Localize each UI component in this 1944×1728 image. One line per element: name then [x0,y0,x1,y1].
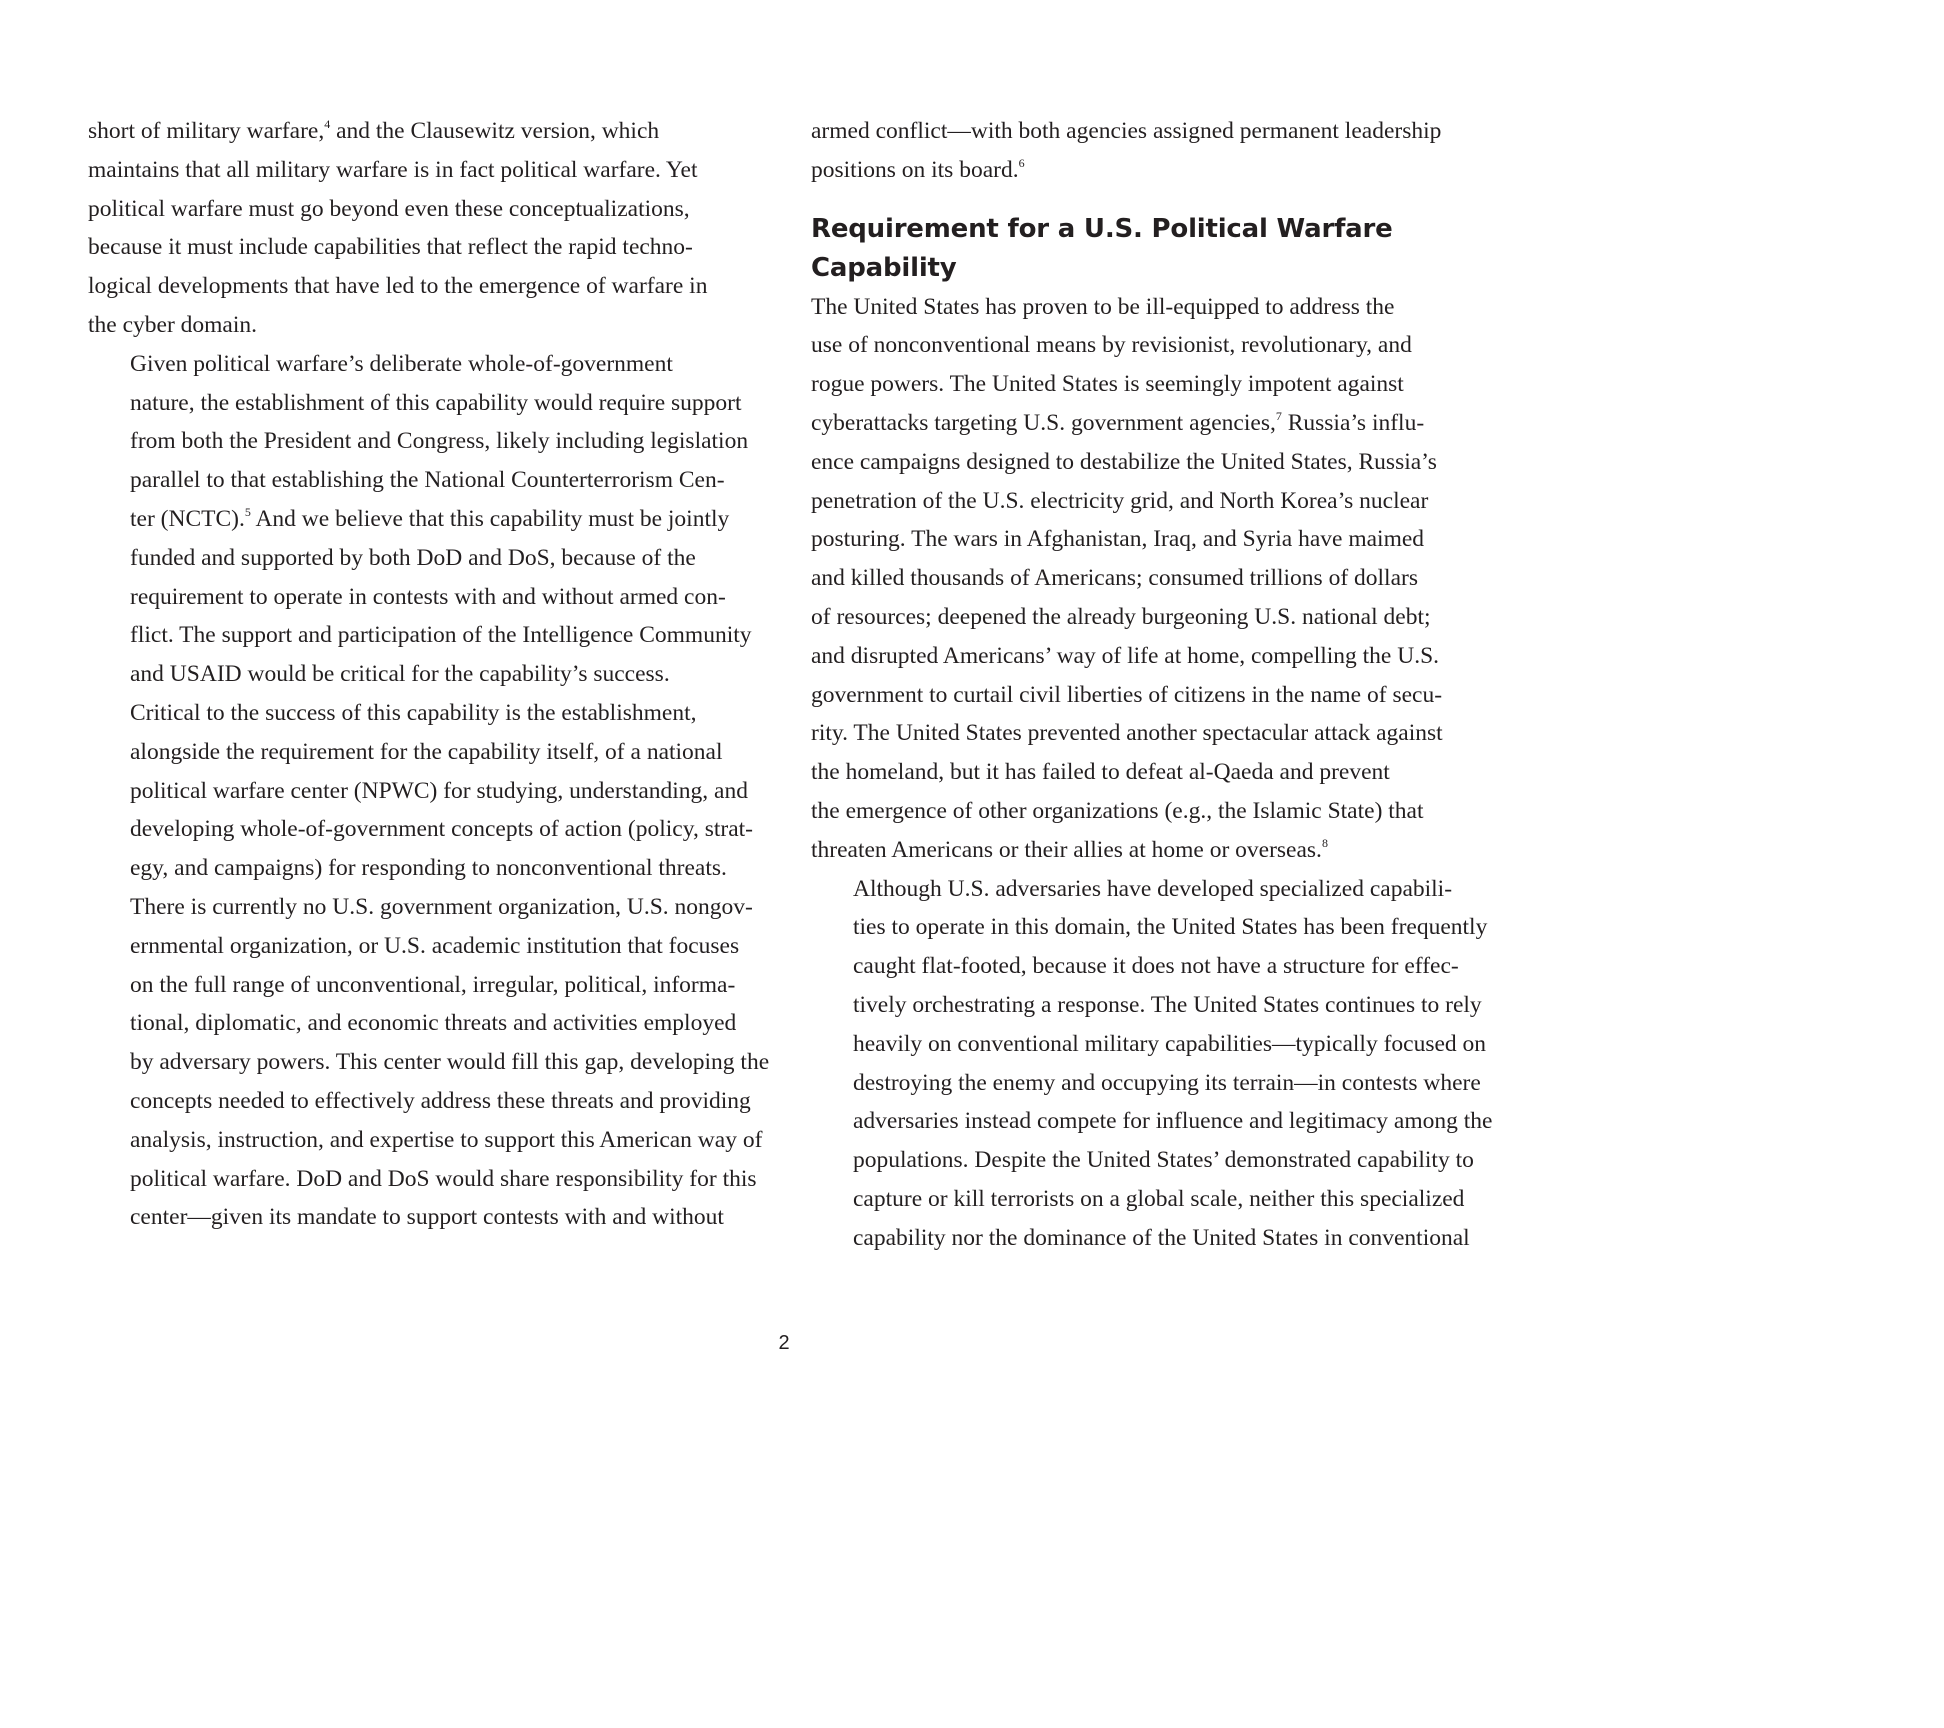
text-segment: tively orchestrating a response. The United States continues to rely [853,991,1482,1018]
text-line [88,1082,763,1121]
text-line [88,888,763,927]
text-segment: and killed thousands of Americans; consumed trillions of dollars [811,565,1418,592]
text-segment: rogue powers. The United States is seemingly impotent against [811,371,1404,398]
text-line [811,151,1486,190]
text-segment: cyberattacks targeting U.S. government agencies, [811,409,1276,436]
paragraph [811,288,1486,870]
text-segment: short of military warfare, [88,118,325,144]
text-line [88,267,763,306]
text-line [88,228,763,267]
text-segment: Critical to the success of this capability is the establishment, [130,699,697,726]
right-text-column [811,112,1493,1258]
text-line [88,1004,763,1043]
text-segment: and disrupted Americans’ way of life at home, compelling the U.S. [811,642,1440,669]
text-line [88,616,763,655]
text-line [811,1064,1486,1103]
text-line [88,384,763,423]
text-segment: There is currently no U.S. government organization, U.S. nongov- [130,893,753,920]
text-segment: use of nonconventional means by revisionist, revolutionary, and [811,332,1412,359]
text-segment: government to curtail civil liberties of citizens in the name of secu- [811,681,1443,708]
text-line [811,112,1486,151]
text-line [88,1160,763,1199]
footnote-marker: 8 [1321,835,1328,850]
text-line [811,1025,1486,1064]
text-line [811,637,1486,676]
text-segment: And we believe that this capability must be jointly [250,505,730,532]
text-segment: nature, the establishment of this capability would require support [130,389,742,416]
text-line [88,461,763,500]
text-line [811,520,1486,559]
text-segment: requirement to operate in contests with and without armed con- [130,583,726,610]
text-line [811,1141,1486,1180]
text-segment: parallel to that establishing the National Counterterrorism Cen- [130,467,725,494]
text-segment: The United States has proven to be ill-equipped to address the [811,293,1395,320]
text-line [88,694,763,733]
text-segment: ties to operate in this domain, the United States has been frequently [853,914,1488,941]
text-line [811,676,1486,715]
text-segment: heavily on conventional military capabilities—typically focused on [853,1030,1487,1057]
text-segment: threaten Americans or their allies at home or overseas. [811,836,1322,863]
text-line [811,831,1486,870]
text-line [88,345,763,384]
text-line [811,559,1486,598]
text-line [88,422,763,461]
paragraph [811,112,1486,190]
text-line [88,927,763,966]
heading-line: Capability [811,252,957,283]
text-line [88,1198,763,1237]
text-segment: caught flat-footed, because it does not have a structure for effec- [853,953,1459,980]
text-line [811,1102,1493,1141]
text-segment: penetration of the U.S. electricity grid, and North Korea’s nuclear [811,487,1429,514]
section-body [811,288,1493,1258]
page-number: 2 [778,1332,790,1354]
text-segment: adversaries instead compete for influence and legitimacy among the [853,1108,1493,1135]
text-line [88,810,763,849]
section-heading [811,210,1486,288]
text-line [811,1219,1486,1258]
text-segment: maintains that all military warfare is in fact political warfare. Yet [88,156,698,183]
text-segment: destroying the enemy and occupying its terrain—in contests where [853,1069,1481,1096]
text-segment: and the Clausewitz version, which [330,118,660,144]
text-segment: armed conflict—with both agencies assigned permanent leadership [811,118,1442,144]
paragraph [88,345,763,694]
text-line [88,1043,770,1082]
text-line [88,151,763,190]
text-segment: capability nor the dominance of the United States in conventional [853,1224,1470,1251]
text-line [811,986,1486,1025]
text-line [811,870,1486,909]
text-segment: Given political warfare’s deliberate whole-of-government [130,350,673,377]
text-segment: flict. The support and participation of the Intelligence Community [130,622,752,649]
text-segment: logical developments that have led to the emergence of warfare in [88,273,708,300]
text-line [811,947,1486,986]
text-segment: funded and supported by both DoD and DoS, because of the [130,544,696,571]
text-segment: Although U.S. adversaries have developed specialized capabili- [853,875,1453,902]
text-line [88,772,763,811]
text-segment: political warfare must go beyond even these conceptualizations, [88,195,690,222]
text-segment: concepts needed to effectively address these threats and providing [130,1087,751,1114]
text-line [88,112,763,151]
text-segment: capture or kill terrorists on a global scale, neither this specialized [853,1185,1465,1212]
text-line [811,714,1486,753]
text-line [811,792,1486,831]
text-line [88,190,763,229]
text-line [811,482,1486,521]
text-line [88,966,763,1005]
text-line [88,733,763,772]
text-line [811,908,1486,947]
text-line [88,655,763,694]
left-text-column [88,112,770,1237]
text-segment: analysis, instruction, and expertise to support this American way of [130,1126,763,1153]
footnote-marker: 5 [244,504,251,519]
text-segment: developing whole-of-government concepts of action (policy, strat- [130,816,753,843]
text-segment: tional, diplomatic, and economic threats and activities employed [130,1010,737,1037]
paragraph [811,870,1493,1258]
text-segment: Russia’s influ- [1281,409,1425,436]
text-line [88,849,763,888]
paragraph [88,694,770,1237]
footnote-marker: 6 [1018,155,1025,170]
footnote-marker: 4 [324,117,331,131]
text-segment: ence campaigns designed to destabilize the United States, Russia’s [811,448,1437,475]
text-line [88,539,763,578]
text-segment: from both the President and Congress, likely including legislation [130,428,749,455]
text-segment: ter (NCTC). [130,505,245,532]
text-segment: political warfare center (NPWC) for studying, understanding, and [130,777,748,804]
text-segment: posturing. The wars in Afghanistan, Iraq, and Syria have maimed [811,526,1425,553]
text-segment: by adversary powers. This center would fill this gap, developing the [130,1049,770,1076]
text-line [811,326,1486,365]
text-segment: the emergence of other organizations (e.g., the Islamic State) that [811,797,1424,824]
text-line [88,500,763,539]
text-segment: alongside the requirement for the capability itself, of a national [130,738,723,765]
text-line [88,1121,763,1160]
text-segment: populations. Despite the United States’ demonstrated capability to [853,1147,1474,1174]
continued-paragraph [811,112,1486,190]
heading-line: Requirement for a U.S. Political Warfare [811,213,1393,244]
text-segment: and USAID would be critical for the capability’s success. [130,661,670,688]
text-line [88,306,763,345]
text-segment: center—given its mandate to support contests with and without [130,1204,724,1231]
text-line [811,443,1486,482]
text-segment: rity. The United States prevented another spectacular attack against [811,720,1443,747]
text-line [811,365,1486,404]
paragraph [88,112,763,345]
text-line [811,1180,1486,1219]
text-segment: ernmental organization, or U.S. academic institution that focuses [130,932,740,959]
text-segment: of resources; deepened the already burgeoning U.S. national debt; [811,603,1431,630]
text-segment: on the full range of unconventional, irregular, political, informa- [130,971,736,998]
text-segment: egy, and campaigns) for responding to nonconventional threats. [130,855,727,882]
text-segment: the homeland, but it has failed to defeat al-Qaeda and prevent [811,759,1390,786]
text-segment: political warfare. DoD and DoS would share responsibility for this [130,1165,757,1192]
text-line [811,598,1486,637]
footnote-marker: 7 [1275,408,1282,423]
text-segment: the cyber domain. [88,311,258,338]
text-segment: because it must include capabilities that reflect the rapid techno- [88,234,693,261]
text-line [811,288,1486,327]
text-line [88,578,763,617]
text-line [811,753,1486,792]
text-line [811,404,1486,443]
text-segment: positions on its board. [811,156,1019,183]
